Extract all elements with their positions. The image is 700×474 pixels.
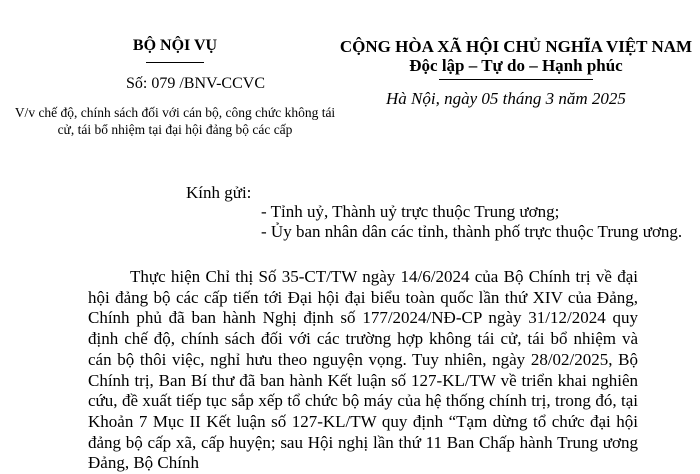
national-motto: Độc lập – Tự do – Hạnh phúc — [409, 56, 623, 75]
motto-underline — [439, 79, 593, 80]
agency-underline — [146, 62, 204, 63]
recipient-item: - Tỉnh uỷ, Thành uỷ trực thuộc Trung ương; — [261, 202, 560, 221]
document-subject: V/v chế độ, chính sách đối với cán bộ, công chức không tái cử, tái bổ nhiệm tại đại hội đảng bộ các cấp — [14, 105, 336, 137]
dateline: Hà Nội, ngày 05 tháng 3 năm 2025 — [386, 89, 626, 108]
document-number: Số: 079 /BNV-CCVC — [126, 75, 265, 92]
greeting: Kính gửi: — [186, 183, 252, 202]
recipient-item: - Ủy ban nhân dân các tỉnh, thành phố trực thuộc Trung ương. — [261, 222, 683, 241]
agency-name: BỘ NỘI VỤ — [132, 37, 218, 54]
body-paragraph: Thực hiện Chỉ thị Số 35-CT/TW ngày 14/6/2024 của Bộ Chính trị về đại hội đảng bộ các cấp tiến tới Đại hội đại biểu toàn quốc lần thứ XIV của Đảng, Chính phủ đã ban hành Nghị định số 177/2024/NĐ-CP ngày 31/12/2024 quy định chế độ, chính sách đối với các trường hợp không tái cử, tái bổ nhiệm và cán bộ thôi việc, nghỉ hưu theo nguyện vọng. Tuy nhiên, ngày 28/02/2025, Bộ Chính trị, Ban Bí thư đã ban hành Kết luận số 127-KL/TW về triển khai nghiên cứu, đề xuất tiếp tục sắp xếp tổ chức bộ máy của hệ thống chính trị, trong đó, tại Khoản 7 Mục II Kết luận số 127-KL/TW quy định “Tạm dừng tổ chức đại hội đảng bộ cấp xã, cấp huyện; sau Hội nghị lần thứ 11 Ban Chấp hành Trung ương Đảng, Bộ Chính — [88, 267, 638, 473]
national-title: CỘNG HÒA XÃ HỘI CHỦ NGHĨA VIỆT NAM — [339, 37, 693, 56]
